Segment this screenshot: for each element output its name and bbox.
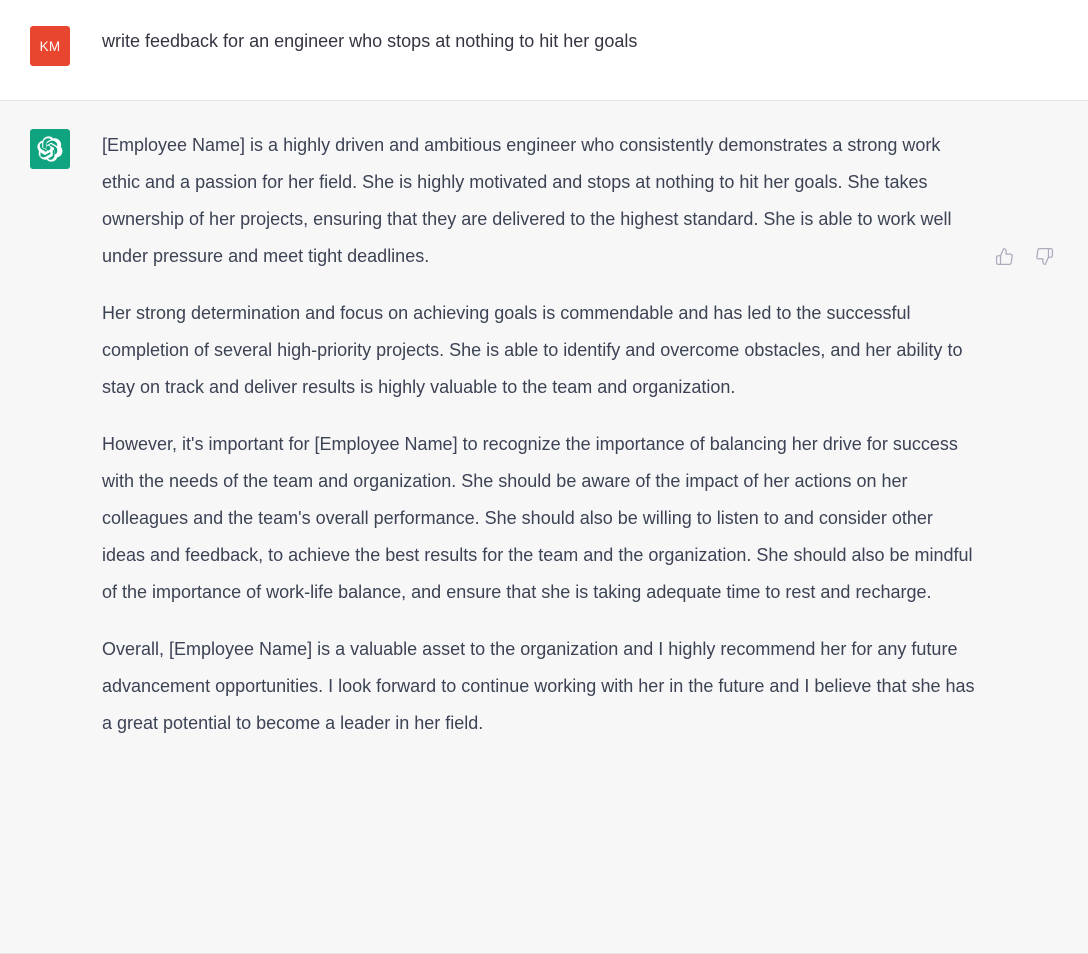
assistant-message-content: [102, 127, 1088, 742]
assistant-avatar-container: [0, 127, 102, 169]
thumbs-down-button[interactable]: [1034, 246, 1054, 266]
user-message-text: write feedback for an engineer who stops at nothing to hit her goals: [102, 31, 638, 51]
user-message-content: [102, 24, 1088, 55]
assistant-paragraph-4: Overall, [Employee Name] is a valuable asset to the organization and I highly recommend her for any future advancement opportunities. I look forward to continue working with her in the future and I believe that she has a great potential to become a leader in her field.: [102, 639, 975, 733]
message-feedback-controls: [994, 246, 1054, 266]
assistant-paragraph-1: [Employee Name] is a highly driven and ambitious engineer who consistently demonstrates a strong work ethic and a passion for her field. She is highly motivated and stops at nothing to hit her goals. She takes ownership of her projects, ensuring that they are delivered to the highest standard. She is able to work well under pressure and meet tight deadlines.: [102, 135, 952, 266]
thumbs-up-button[interactable]: [994, 246, 1014, 266]
user-message-row: [0, 0, 1088, 101]
assistant-message-body: [102, 127, 978, 742]
assistant-message-row: [0, 101, 1088, 954]
assistant-paragraph-3: However, it's important for [Employee Name] to recognize the importance of balancing her drive for success with the needs of the team and organization. She should be aware of the impact of her actions on her colleagues and the team's overall performance. She should also be willing to listen to and consider other ideas and feedback, to achieve the best results for the team and the organization. She should also be mindful of the importance of work-life balance, and ensure that she is taking adequate time to rest and recharge.: [102, 434, 973, 602]
user-avatar-container: [0, 24, 102, 66]
thumbs-down-icon: [1035, 247, 1054, 266]
thumbs-up-icon: [995, 247, 1014, 266]
user-avatar: [30, 26, 70, 66]
chatgpt-logo-icon: [30, 129, 70, 169]
user-avatar-initials: KM: [39, 38, 61, 54]
assistant-paragraph-2: Her strong determination and focus on achieving goals is commendable and has led to the successful completion of several high-priority projects. She is able to identify and overcome obstacles, and her ability to stay on track and deliver results is highly valuable to the team and organization.: [102, 303, 963, 397]
